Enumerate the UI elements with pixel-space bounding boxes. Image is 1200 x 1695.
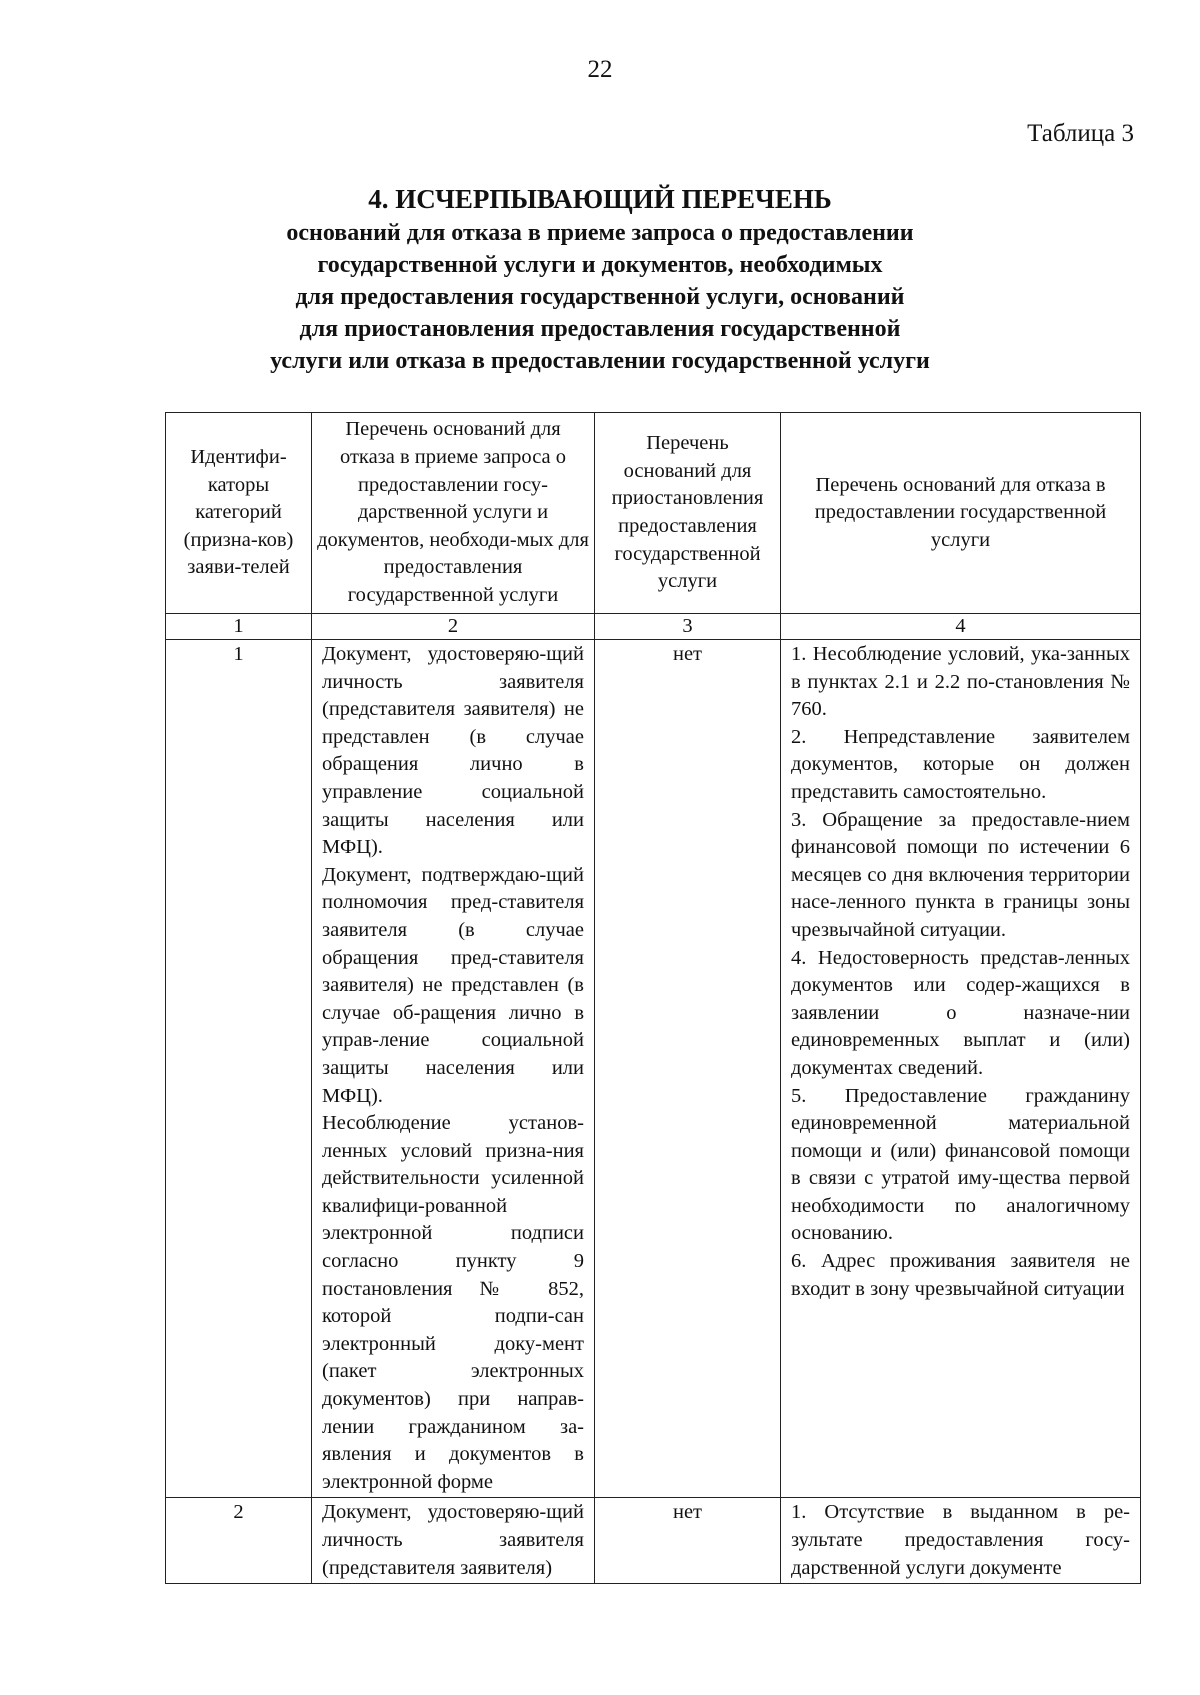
section-heading bbox=[0, 184, 1200, 377]
refusal-to-provide-cell bbox=[781, 640, 1141, 1498]
cell-paragraph: 1. Отсутствие в выданном в ре-зультате предоставления госу-дарственной услуги документе bbox=[791, 1501, 1130, 1579]
header-refusal-to-provide: Перечень оснований для отказа в предоставлении государственной услуги bbox=[781, 413, 1141, 614]
heading-line: государственной услуги и документов, необходимых bbox=[317, 252, 883, 278]
suspension-cell: нет bbox=[595, 1498, 781, 1584]
column-number: 3 bbox=[595, 614, 781, 640]
column-number-row bbox=[166, 614, 1141, 640]
cell-paragraph: Документ, подтверждаю-щий полномочия пред-ставителя заявителя (в случае обращения пред-ставителя заявителя) не представлен (в случае об-ращения лично в управ-ление социальной защиты населения или МФЦ). bbox=[322, 863, 584, 1107]
grounds-table bbox=[165, 412, 1141, 1584]
cell-paragraph: Документ, удостоверяю-щий личность заявителя (представителя заявителя) не представлен (в случае обращения лично в управление социальной защиты населения или МФЦ). bbox=[322, 643, 584, 859]
refusal-to-provide-cell bbox=[781, 1498, 1141, 1584]
cell-paragraph: Документ, удостоверяю-щий личность заявителя (представителя заявителя) bbox=[322, 1501, 584, 1579]
page-number: 22 bbox=[587, 56, 613, 83]
cell-paragraph: Несоблюдение установ-ленных условий призна-ния действительности усиленной квалифици-рованной электронной подписи согласно пункту 9 постановления № 852, которой подпи-сан электронный доку-мент (пакет электронных документов) при направ-лении гражданином за-явления и документов в электронной форме bbox=[322, 1112, 584, 1493]
cell-paragraph: 6. Адрес проживания заявителя не входит в зону чрезвычайной ситуации bbox=[791, 1250, 1130, 1300]
table-row bbox=[166, 640, 1141, 1498]
cell-paragraph: 4. Недостоверность представ-ленных документов или содер-жащихся в заявлении о назначе-нии единовременных выплат и (или) документах сведений. bbox=[791, 946, 1130, 1079]
header-row bbox=[166, 413, 1141, 614]
suspension-cell: нет bbox=[595, 640, 781, 1498]
header-suspension: Перечень оснований для приостановления предоставления государственной услуги bbox=[595, 413, 781, 614]
cell-paragraph: 2. Непредставление заявителем документов, которые он должен представить самостоятельно. bbox=[791, 725, 1130, 803]
cell-paragraph: 1. Несоблюдение условий, ука-занных в пунктах 2.1 и 2.2 по-становления № 760. bbox=[791, 643, 1130, 721]
heading-line: для приостановления предоставления государственной bbox=[299, 316, 901, 342]
column-number: 2 bbox=[312, 614, 595, 640]
header-applicant-ids: Идентифи-каторы категорий (призна-ков) заяви-телей bbox=[166, 413, 312, 614]
heading-line: для предоставления государственной услуги, оснований bbox=[295, 284, 905, 310]
cell-paragraph: 5. Предоставление гражданину единовременной материальной помощи и (или) финансовой помощи в связи с утратой иму-щества первой необходимости по аналогичному основанию. bbox=[791, 1084, 1130, 1245]
applicant-id-cell: 1 bbox=[166, 640, 312, 1498]
column-number: 4 bbox=[781, 614, 1141, 640]
table-row bbox=[166, 1498, 1141, 1584]
heading-line: оснований для отказа в приеме запроса о предоставлении bbox=[286, 220, 914, 246]
header-refusal-to-accept: Перечень оснований для отказа в приеме запроса о предоставлении госу-дарственной услуги и документов, необходи-мых для предоставления государственной услуги bbox=[312, 413, 595, 614]
refusal-to-accept-cell bbox=[312, 1498, 595, 1584]
table-label: Таблица 3 bbox=[1027, 120, 1134, 147]
column-number: 1 bbox=[166, 614, 312, 640]
heading-line: услуги или отказа в предоставлении государственной услуги bbox=[270, 348, 930, 374]
applicant-id-cell: 2 bbox=[166, 1498, 312, 1584]
heading-main: 4. ИСЧЕРПЫВАЮЩИЙ ПЕРЕЧЕНЬ bbox=[368, 184, 832, 214]
cell-paragraph: 3. Обращение за предоставле-нием финансовой помощи по истечении 6 месяцев со дня включения территории насе-ленного пункта в границы зоны чрезвычайной ситуации. bbox=[791, 808, 1130, 941]
refusal-to-accept-cell bbox=[312, 640, 595, 1498]
